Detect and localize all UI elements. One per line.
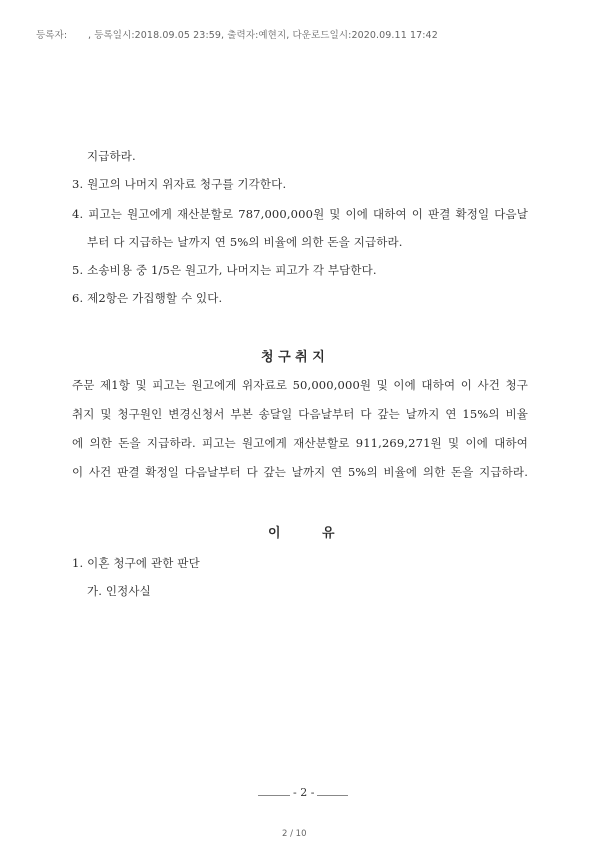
order-item-6: 6. 제2항은 가집행할 수 있다. [72,291,223,305]
page-number-marker: - 2 - [290,786,317,799]
claim-line-1: 주문 제1항 및 피고는 원고에게 위자료로 50,000,000원 및 이에 대하여 이 사건 청구 [72,378,528,392]
order-item-4-line-2: 부터 다 지급하는 날까지 연 5%의 비율에 의한 돈을 지급하라. [87,235,403,249]
reason-heading-left: 이 [268,526,281,541]
registrant-label: 등록자: [36,30,68,41]
claim-line-4: 이 사건 판결 확정일 다음날부터 다 갚는 날까지 연 5%의 비율에 의한 돈을 지급하라. [72,465,528,479]
order-item-3: 3. 원고의 나머지 위자료 청구를 기각한다. [72,177,287,191]
claim-line-3: 에 의한 돈을 지급하라. 피고는 원고에게 재산분할로 911,269,271원 및 이에 대하여 [72,436,528,450]
registration-meta: , 등록일시:2018.09.05 23:59, 출력자:예현지, 다운로드일시:2020.09.11 17:42 [88,30,438,41]
reason-section-1: 1. 이혼 청구에 관한 판단 [72,556,200,570]
reason-heading-right: 유 [322,526,335,541]
claim-heading: 청 구 취 지 [261,350,325,365]
order-item-5: 5. 소송비용 중 1/5은 원고가, 나머지는 피고가 각 부담한다. [72,263,377,277]
document-header [36,27,438,41]
claim-line-2: 취지 및 청구원인 변경신청서 부본 송달일 다음날부터 다 갚는 날까지 연 15%의 비율 [72,407,528,421]
reason-subsection-a: 가. 인정사실 [87,584,151,598]
order-item-2-continuation: 지급하라. [87,149,136,163]
page-count: 2 / 10 [282,829,307,839]
order-item-4-line-1: 4. 피고는 원고에게 재산분할로 787,000,000원 및 이에 대하여 이 판결 확정일 다음날 [72,207,528,221]
